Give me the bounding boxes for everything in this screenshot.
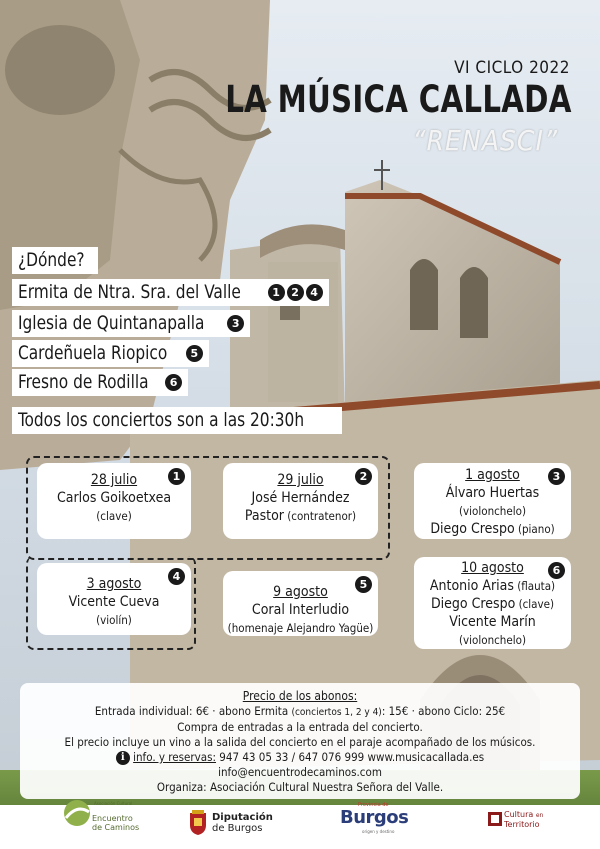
info-label: info. y reservas: [133, 750, 217, 764]
wine-note: El precio incluye un vino a la salida del concierto en el paraje acompañado de los músicos. [64, 735, 536, 749]
performer-name: Antonio Arias [429, 578, 514, 594]
instrument: (contratenor) [283, 509, 357, 523]
performer-name: José Hernández [251, 490, 350, 506]
concert-date: 10 agosto [461, 560, 524, 576]
concert-card-6 [414, 557, 571, 649]
cycle-label: VI CICLO 2022 [454, 58, 570, 78]
concert-card-5 [223, 571, 378, 636]
venue-fresno: Fresno de Rodilla 6 [12, 369, 188, 396]
logo-text: Diputación [212, 812, 273, 823]
number-badge: 1 [268, 284, 285, 301]
contact-phones-web[interactable]: 947 43 05 33 / 647 076 999 www.musicacallada.es [216, 750, 485, 764]
concert-date: 3 agosto [86, 576, 142, 592]
concert-date: 29 julio [277, 472, 324, 488]
number-badge: 4 [168, 568, 185, 585]
number-badge: 5 [186, 345, 203, 362]
instrument: (violín) [96, 613, 132, 627]
performer-name: Carlos Goikoetxea [56, 490, 172, 506]
number-badge: 2 [287, 284, 304, 301]
cultura-mark-icon [488, 812, 502, 826]
instrument: (clave) [96, 509, 132, 523]
logo-small-text: Provincia de [358, 802, 389, 808]
venue-ermita: Ermita de Ntra. Sra. del Valle 1 2 4 [12, 279, 329, 306]
performer-name: Pastor [244, 508, 284, 524]
logo-text: Cultura en [504, 810, 544, 819]
number-badge: 6 [548, 562, 565, 579]
organizer: Organiza: Asociación Cultural Nuestra Señora del Valle. [156, 780, 444, 794]
concert-date: 1 agosto [465, 467, 520, 483]
instrument: (flauta) [513, 579, 556, 593]
number-badge: 4 [306, 284, 323, 301]
concert-date: 9 agosto [273, 584, 328, 600]
coat-of-arms-icon [188, 810, 208, 836]
concert-card-3 [414, 463, 571, 539]
logo-tagline: origen y destino [362, 829, 395, 834]
performer-name: Diego Crespo [430, 596, 516, 612]
concert-date: 28 julio [90, 472, 138, 488]
concert-card-2 [223, 463, 378, 539]
concert-card-4 [37, 563, 191, 635]
logo-small-text: Asociación Cultural [94, 801, 133, 806]
logo-text: de Caminos [92, 823, 140, 832]
subtitle: “RENASCI” [412, 124, 558, 157]
venue-cardenuela: Cardeñuela Riopico 5 [12, 340, 209, 367]
page-title: LA MÚSICA CALLADA [225, 78, 572, 121]
logo-wordmark: Burgos [340, 807, 409, 828]
number-badge: 6 [165, 374, 182, 391]
number-badge: 3 [548, 468, 565, 485]
time-note: Todos los conciertos son a las 20:30h [12, 407, 342, 434]
number-badge: 1 [168, 468, 185, 485]
instrument: (piano) [514, 522, 555, 536]
instrument: (clave) [515, 597, 555, 611]
instrument: (violonchelo) [459, 633, 526, 647]
info-icon: i [116, 751, 130, 765]
instrument: (violonchelo) [459, 504, 526, 518]
where-heading: ¿Dónde? [12, 247, 98, 274]
number-badge: 3 [227, 315, 244, 332]
prices-title: Precio de los abonos: [242, 689, 358, 703]
performer-name: Vicente Marín [449, 614, 536, 630]
circle-leaf-icon [62, 798, 92, 828]
performer-name: Coral Interludio [251, 602, 350, 618]
purchase-note: Compra de entradas a la entrada del concierto. [177, 720, 423, 734]
number-badge: 2 [355, 468, 372, 485]
performer-name: Diego Crespo [430, 521, 515, 537]
prices-line: Entrada individual: 6€ · abono Ermita (conciertos 1, 2 y 4): 15€ · abono Ciclo: 25€ [94, 704, 506, 718]
venue-quintanapalla: Iglesia de Quintanapalla 3 [12, 310, 250, 337]
contact-email[interactable]: info@encuentrodecaminos.com [218, 765, 382, 779]
prices-box [20, 683, 580, 799]
instrument: (homenaje Alejandro Yagüe) [227, 621, 374, 635]
logo-text: de Burgos [212, 823, 263, 834]
logo-text: Encuentro [92, 814, 133, 823]
performer-name: Álvaro Huertas [445, 485, 540, 501]
info-line [20, 750, 580, 765]
number-badge: 5 [355, 576, 372, 593]
logo-text: Territorio [504, 820, 540, 829]
concert-card-1 [37, 463, 191, 539]
performer-name: Vicente Cueva [68, 594, 160, 610]
